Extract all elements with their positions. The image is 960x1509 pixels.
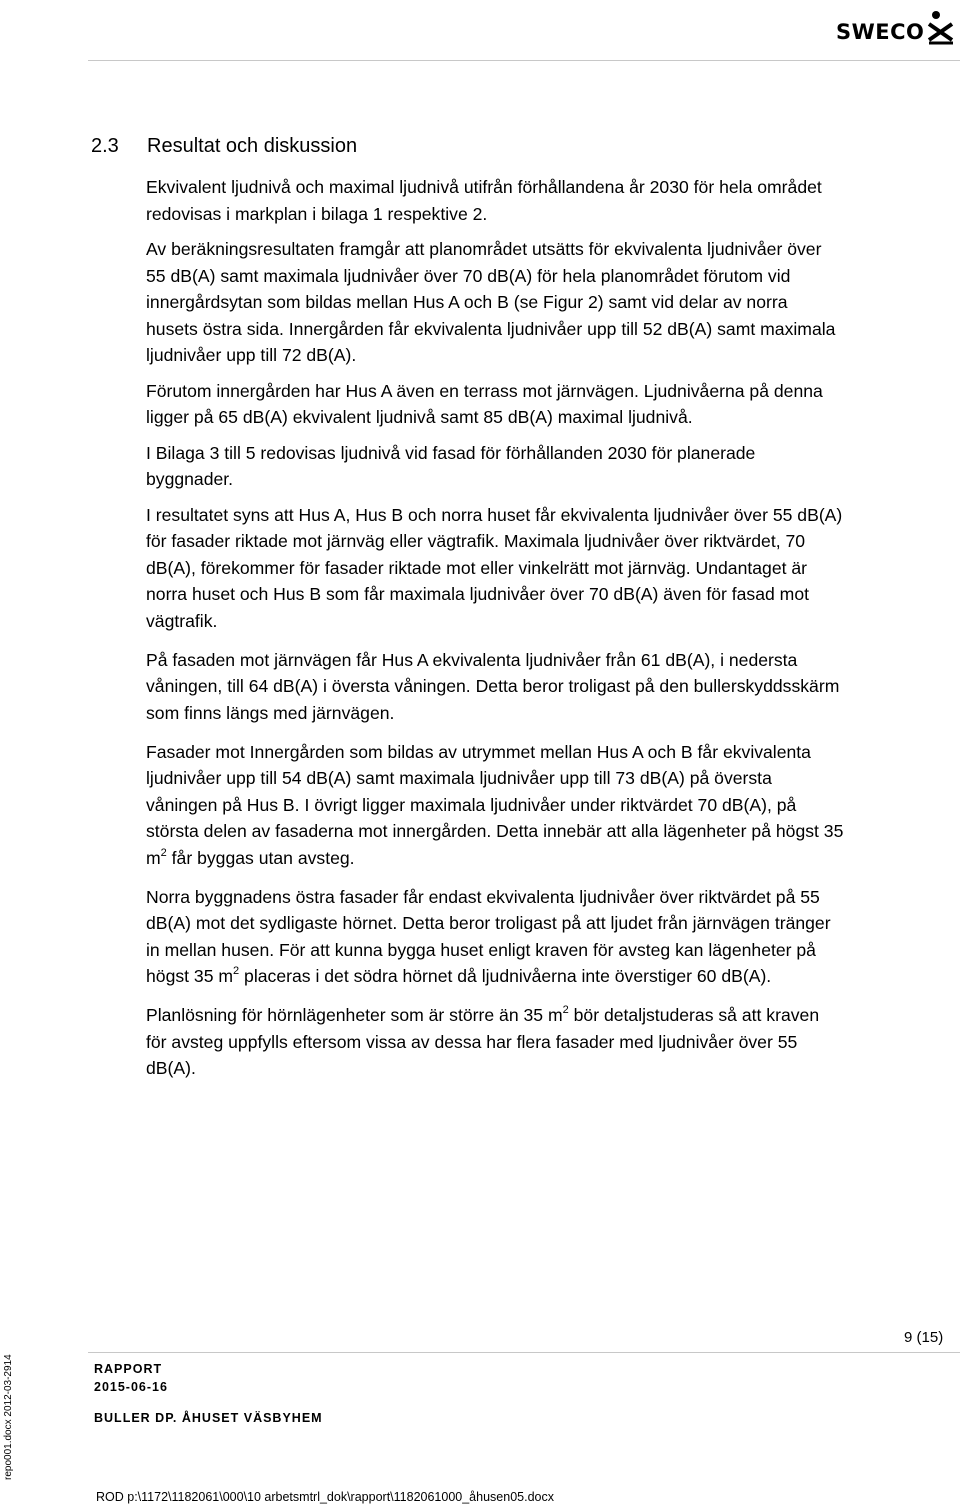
paragraph: Ekvivalent ljudnivå och maximal ljudnivå utifrån förhållandena år 2030 för hela området redovisas i markplan i bilaga 1 respektive 2. — [146, 177, 822, 224]
project-name: BULLER DP. ÅHUSET VÄSBYHEM — [94, 1411, 323, 1425]
paragraph: I Bilaga 3 till 5 redovisas ljudnivå vid fasad för förhållanden 2030 för planerade byggnader. — [146, 442, 756, 489]
brand-name: SWECO — [836, 20, 925, 44]
template-code: repo001.docx 2012-03-2914 — [3, 1354, 14, 1480]
paragraph: I resultatet syns att Hus A, Hus B och norra huset får ekvivalenta ljudnivåer över 55 dB(A) för fasader riktade mot järnväg eller vägtrafik. Maximala ljudnivåer över riktvärdet, 70 dB(A), förekommer för fasader riktade mot eller vinkelrätt mot järnväg. Undantaget är norra huset och Hus B som får maximala ljudnivåer över 70 dB(A) även för fasad mot vägtrafik. — [146, 504, 843, 631]
footer-divider — [88, 1352, 960, 1353]
superscript: 2 — [562, 1004, 569, 1016]
body-text — [146, 174, 958, 1091]
paragraph: På fasaden mot järnvägen får Hus A ekvivalenta ljudnivåer från 61 dB(A), i nedersta våningen, till 64 dB(A) i översta våningen. Detta beror troligast på den bullerskyddsskärm som finns längs med järnvägen. — [146, 649, 840, 723]
paragraph-text: bör detaljstuderas så att kraven för avsteg uppfylls eftersom vissa av dessa har flera fasader med ljudnivåer över 55 dB(A). — [146, 1005, 820, 1078]
paragraph-text: Planlösning för hörnlägenheter som är större än 35 m — [146, 1005, 563, 1025]
page-number: 9 (15) — [904, 1329, 944, 1346]
paragraph-text: får byggas utan avsteg. — [166, 847, 355, 868]
paragraph — [146, 1002, 958, 1082]
paragraph: Förutom innergården har Hus A även en terrass mot järnvägen. Ljudnivåerna på denna ligger på 65 dB(A) ekvivalent ljudnivå samt 85 dB(A) maximal ljudnivå. — [146, 380, 823, 427]
paragraph — [146, 739, 958, 872]
paragraph-text: Fasader mot Innergården som bildas av utrymmet mellan Hus A och B får ekvivalenta ljudnivåer upp till 54 dB(A) samt maximala ljudnivåer upp till 73 dB(A) på översta våningen på Hus B. I övrigt ligger maximala ljudnivåer under riktvärdet 70 dB(A), på största delen av fasaderna mot innergården. Detta innebär att alla lägenheter på högst 35 m — [146, 741, 844, 868]
document-date: 2015-06-16 — [94, 1380, 168, 1394]
superscript: 2 — [160, 846, 167, 859]
document-type: RAPPORT — [94, 1362, 163, 1376]
file-path: ROD p:\1172\1182061\000\10 arbetsmtrl_dok\rapport\1182061000_åhusen05.docx — [96, 1490, 554, 1504]
sweco-mark-icon — [926, 10, 956, 46]
paragraph-text: placeras i det södra hörnet då ljudnivåerna inte överstiger 60 dB(A). — [239, 966, 772, 986]
section-title: Resultat och diskussion — [147, 135, 358, 157]
header-divider — [88, 60, 960, 61]
sweco-logo — [836, 10, 954, 46]
paragraph: Av beräkningsresultaten framgår att planområdet utsätts för ekvivalenta ljudnivåer över 55 dB(A) samt maximala ljudnivåer över 70 dB(A) för hela planområdet förutom vid innergårdsytan som bildas mellan Hus A och B (se Figur 2) samt vid delar av norra husets östra sida. Innergården får ekvivalenta ljudnivåer upp till 52 dB(A) samt maximala ljudnivåer upp till 72 dB(A). — [146, 239, 836, 365]
paragraph-text: Norra byggnadens östra fasader får endast ekvivalenta ljudnivåer över riktvärdet på 55 dB(A) mot det sydligaste hörnet. Detta beror troligast på att ljudet från järnvägen tränger in mellan husen. För att kunna bygga huset enligt kraven för avsteg kan lägenheter på högst 35 m — [146, 886, 831, 986]
paragraph — [146, 884, 958, 990]
section-heading — [91, 133, 357, 159]
section-number: 2.3 — [91, 135, 119, 157]
superscript: 2 — [233, 965, 240, 977]
